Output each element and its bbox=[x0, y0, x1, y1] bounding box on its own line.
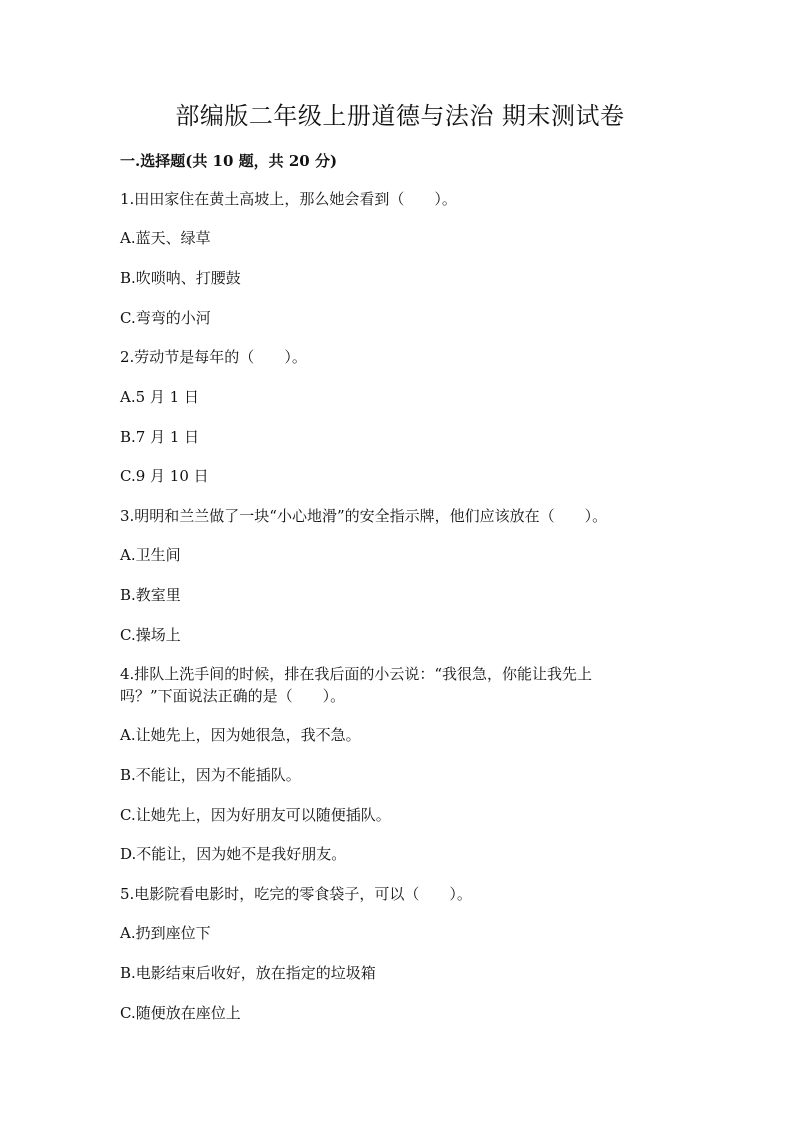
section-heading: 一.选择题(共 10 题，共 20 分) bbox=[120, 152, 338, 170]
question-2-stem: 2.劳动节是每年的（ ）。 bbox=[120, 348, 307, 366]
question-1-option-b: B.吹唢呐、打腰鼓 bbox=[120, 269, 241, 287]
question-5-stem: 5.电影院看电影时，吃完的零食袋子，可以（ ）。 bbox=[120, 885, 472, 903]
question-3-option-b: B.教室里 bbox=[120, 586, 181, 604]
question-2-option-c: C.9 月 10 日 bbox=[120, 467, 209, 485]
question-4-option-d: D.不能让，因为她不是我好朋友。 bbox=[120, 845, 347, 863]
question-5-option-b: B.电影结束后收好，放在指定的垃圾箱 bbox=[120, 964, 376, 982]
page-title: 部编版二年级上册道德与法治 期末测试卷 bbox=[175, 102, 625, 130]
question-3-stem: 3.明明和兰兰做了一块“小心地滑”的安全指示牌，他们应该放在（ ）。 bbox=[120, 507, 608, 525]
question-4-stem-line-2: 吗？”下面说法正确的是（ ）。 bbox=[120, 687, 346, 705]
question-4-option-a: A.让她先上，因为她很急，我不急。 bbox=[120, 726, 361, 744]
question-1-option-c: C.弯弯的小河 bbox=[120, 309, 211, 327]
question-1-stem: 1.田田家住在黄土高坡上，那么她会看到（ ）。 bbox=[120, 190, 457, 208]
question-1-option-a: A.蓝天、绿草 bbox=[120, 229, 211, 247]
question-3-option-c: C.操场上 bbox=[120, 626, 181, 644]
question-4-option-b: B.不能让，因为不能插队。 bbox=[120, 766, 301, 784]
question-2-option-b: B.7 月 1 日 bbox=[120, 428, 200, 446]
question-4-stem-line-1: 4.排队上洗手间的时候，排在我后面的小云说：“我很急，你能让我先上 bbox=[120, 665, 592, 683]
question-5-option-c: C.随便放在座位上 bbox=[120, 1004, 241, 1022]
question-5-option-a: A.扔到座位下 bbox=[120, 924, 211, 942]
question-2-option-a: A.5 月 1 日 bbox=[120, 388, 199, 406]
question-4-option-c: C.让她先上，因为好朋友可以随便插队。 bbox=[120, 806, 391, 824]
question-3-option-a: A.卫生间 bbox=[120, 546, 181, 564]
